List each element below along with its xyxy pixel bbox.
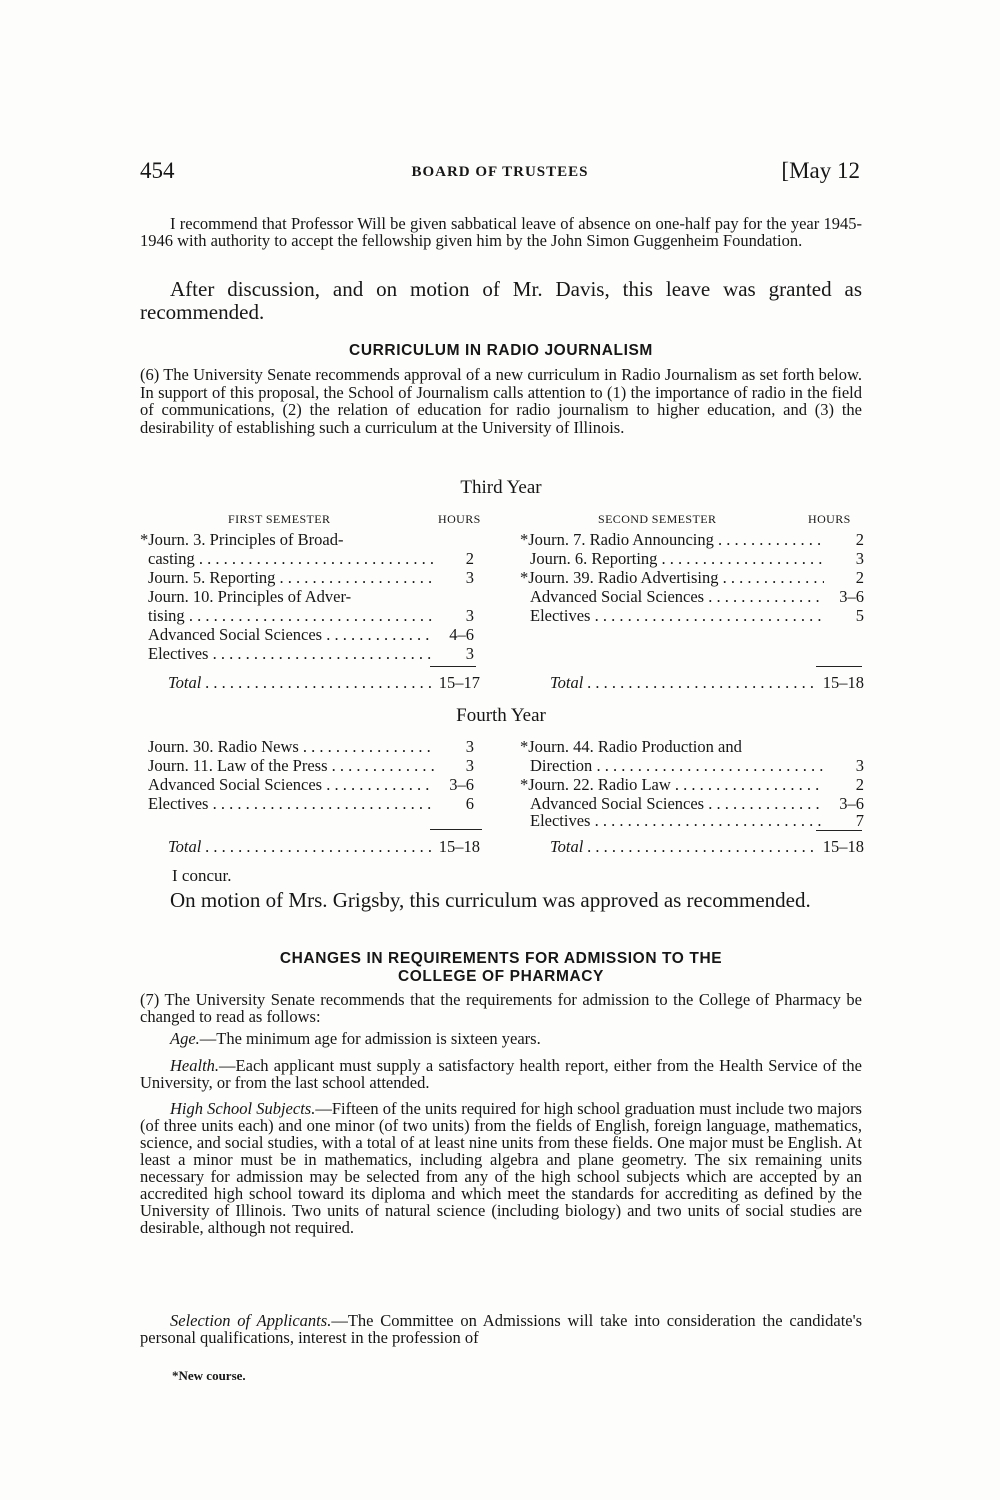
course-journ-3-line1: *Journ. 3. Principles of Broad- xyxy=(140,530,344,549)
concur-text: I concur. xyxy=(172,866,232,885)
course-hours: 2 xyxy=(855,530,864,549)
course-hours: 3 xyxy=(855,549,864,568)
high-school-paragraph xyxy=(140,1100,862,1236)
total-row xyxy=(168,673,480,692)
course-label: Advanced Social Sciences . . . xyxy=(530,587,824,606)
age-paragraph xyxy=(140,1030,862,1047)
health-text: —Each applicant must supply a satisfactory health report, either from the Health Service of the University, or from the last school attended. xyxy=(140,1056,862,1092)
course-hours: 3–6 xyxy=(839,794,864,813)
running-title: BOARD OF TRUSTEES xyxy=(411,164,589,180)
course-label: Journ. 5. Reporting . . . xyxy=(148,568,434,587)
course-row xyxy=(148,568,474,587)
first-semester-hours-label: HOURS xyxy=(438,512,481,526)
course-label: Journ. 6. Reporting . . . xyxy=(530,549,824,568)
course-label: casting . . . xyxy=(148,549,434,568)
course-hours: 3 xyxy=(465,644,474,663)
course-row xyxy=(148,737,474,756)
total-label: Total . . . xyxy=(550,673,818,692)
course-label: *Journ. 22. Radio Law . . . xyxy=(520,775,824,794)
course-label: Electives . . . xyxy=(148,644,434,663)
age-text: —The minimum age for admission is sixteen years. xyxy=(199,1029,541,1048)
total-hours: 15–18 xyxy=(822,673,864,692)
course-row xyxy=(520,530,864,549)
total-rule xyxy=(430,829,482,830)
health-paragraph xyxy=(140,1057,862,1091)
course-row xyxy=(530,549,864,568)
curriculum-motion: On motion of Mrs. Grigsby, this curriculum was approved as recommended. xyxy=(170,888,811,912)
page-number: 454 xyxy=(140,158,175,183)
course-label: tising . . . xyxy=(148,606,434,625)
course-label: Journ. 30. Radio News . . . xyxy=(148,737,434,756)
course-row xyxy=(530,756,864,775)
total-hours: 15–18 xyxy=(822,837,864,856)
running-date: [May 12 xyxy=(781,158,860,183)
radio-curriculum-heading: CURRICULUM IN RADIO JOURNALISM xyxy=(349,342,653,359)
course-row xyxy=(148,625,474,644)
course-label: Electives . . . xyxy=(148,794,434,813)
course-hours: 7 xyxy=(855,811,864,830)
pharmacy-heading xyxy=(140,950,862,986)
course-label: *Journ. 39. Radio Advertising . . . xyxy=(520,568,824,587)
course-hours: 3 xyxy=(465,737,474,756)
course-row xyxy=(148,775,474,794)
course-row xyxy=(520,568,864,587)
high-school-text: —Fifteen of the units required for high school graduation must include two majors (of three units each) and one minor (of two units) from the fields of English, foreign language, mathematics, science, and social studies, with a total of at least nine units from these fields. One major must be English. At least a minor must be in mathematics, including algebra and plane geometry. The six remaining units necessary for admission may be selected from any of the high school subjects which are accepted by an accredited high school toward its diploma and which meet the standards for accrediting as defined by the University of Illinois. Two units of natural science (including biology) and two units of social studies are desirable, although not required. xyxy=(140,1099,862,1237)
age-label: Age. xyxy=(170,1029,200,1048)
course-journ-44-line1: *Journ. 44. Radio Production and xyxy=(520,737,742,756)
high-school-label: High School Subjects. xyxy=(170,1099,316,1118)
total-rule xyxy=(430,666,476,667)
second-semester-label: SECOND SEMESTER xyxy=(598,512,717,526)
course-hours: 3 xyxy=(465,568,474,587)
course-journ-10-line1: Journ. 10. Principles of Adver- xyxy=(148,587,352,606)
course-hours: 2 xyxy=(465,549,474,568)
course-hours: 3–6 xyxy=(839,587,864,606)
course-hours: 3 xyxy=(855,756,864,775)
total-rule xyxy=(816,830,862,831)
footnote-new-course: *New course. xyxy=(172,1368,246,1383)
course-row xyxy=(148,549,474,568)
total-label: Total . . . xyxy=(550,837,818,856)
course-row xyxy=(148,794,474,813)
course-hours: 3 xyxy=(465,606,474,625)
total-row xyxy=(550,673,864,692)
course-label: *Journ. 7. Radio Announcing . . . xyxy=(520,530,824,549)
third-year-heading: Third Year xyxy=(460,477,542,498)
course-hours: 6 xyxy=(465,794,474,813)
course-hours: 2 xyxy=(855,775,864,794)
total-hours: 15–18 xyxy=(438,837,480,856)
course-row xyxy=(148,756,474,775)
total-hours: 15–17 xyxy=(438,673,480,692)
first-semester-label: FIRST SEMESTER xyxy=(228,512,331,526)
pharmacy-intro: (7) The University Senate recommends that the requirements for admission to the College of Pharmacy be changed to read as follows: xyxy=(140,990,862,1026)
total-label: Total . . . xyxy=(168,673,434,692)
total-row xyxy=(168,837,480,856)
course-hours: 3 xyxy=(465,756,474,775)
course-label: Advanced Social Sciences . . . xyxy=(148,775,434,794)
selection-label: Selection of Applicants. xyxy=(170,1311,332,1330)
selection-paragraph xyxy=(140,1312,862,1346)
course-hours: 5 xyxy=(855,606,864,625)
course-row xyxy=(148,644,474,663)
course-label: Advanced Social Sciences . . . xyxy=(530,794,824,813)
course-label: Advanced Social Sciences . . . xyxy=(148,625,434,644)
course-hours: 2 xyxy=(855,568,864,587)
total-row xyxy=(550,837,864,856)
course-row xyxy=(530,606,864,625)
course-row xyxy=(530,587,864,606)
course-label: Electives . . . xyxy=(530,606,824,625)
sabbatical-paragraph: I recommend that Professor Will be given sabbatical leave of absence on one-half pay for the year 1945-1946 with authority to accept the fellowship given him by the John Simon Guggenheim Foundation. xyxy=(140,214,862,250)
course-label: Direction . . . xyxy=(530,756,824,775)
course-row xyxy=(148,606,474,625)
total-label: Total . . . xyxy=(168,837,434,856)
radio-curriculum-paragraph: (6) The University Senate recommends approval of a new curriculum in Radio Journalism as set forth below. In support of this proposal, the School of Journalism calls attention to (1) the importance of radio in the field of communications, (2) the relation of education for radio journalism to higher education, and (3) the desirability of establishing such a curriculum at the University of Illinois. xyxy=(140,365,862,437)
sabbatical-motion: After discussion, and on motion of Mr. Davis, this leave was granted as recommended. xyxy=(140,277,862,324)
health-label: Health. xyxy=(170,1056,220,1075)
second-semester-hours-label: HOURS xyxy=(808,512,851,526)
pharmacy-heading-line1: CHANGES IN REQUIREMENTS FOR ADMISSION TO THE xyxy=(279,950,723,967)
fourth-year-heading: Fourth Year xyxy=(456,705,546,726)
course-label: Electives . . . xyxy=(530,811,824,830)
course-hours: 4–6 xyxy=(449,625,474,644)
selection-text: —The Committee on Admissions will take into consideration the candidate's personal qualifications, interest in the profession of xyxy=(140,1311,863,1347)
pharmacy-heading-line2: COLLEGE OF PHARMACY xyxy=(397,968,604,985)
course-row xyxy=(530,811,864,830)
course-hours: 3–6 xyxy=(449,775,474,794)
course-label: Journ. 11. Law of the Press . . . xyxy=(148,756,434,775)
course-row xyxy=(520,775,864,794)
total-rule xyxy=(816,666,862,667)
